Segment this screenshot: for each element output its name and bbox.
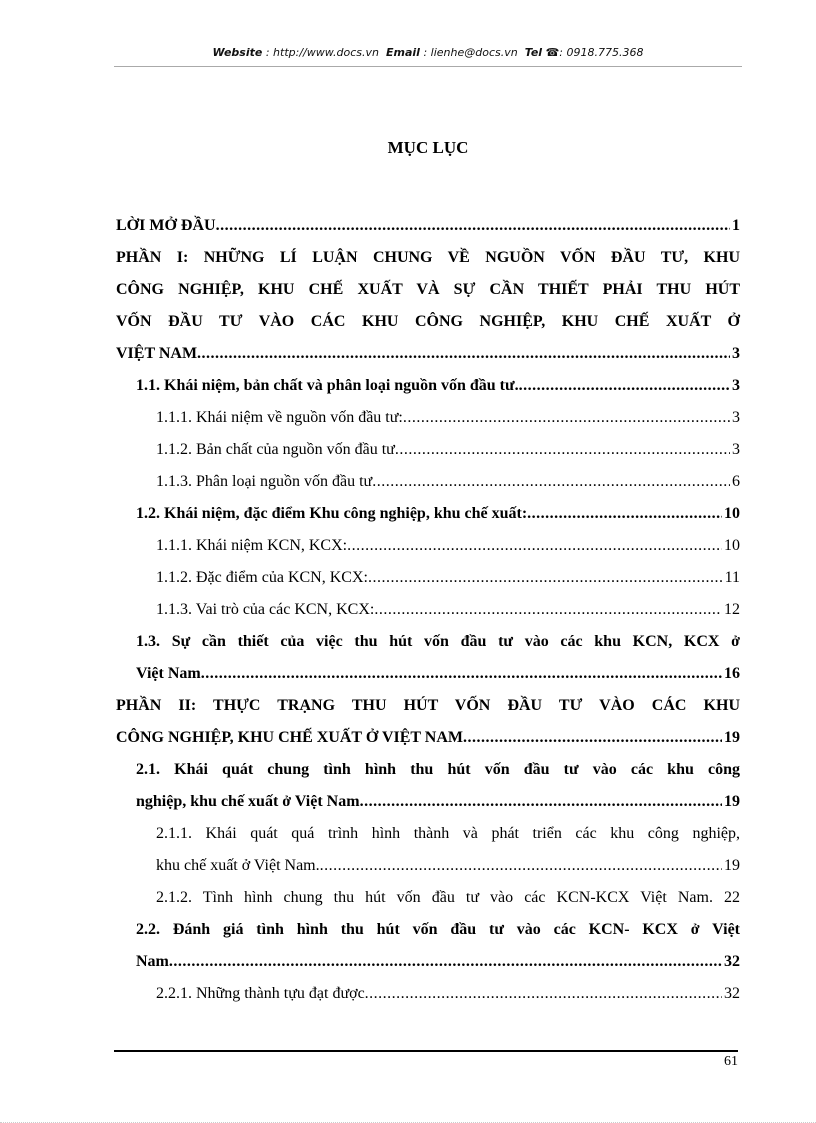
toc-entry-text: Việt Nam [136, 665, 201, 682]
toc-entry-page: 11 [724, 569, 740, 586]
toc-entry[interactable] [116, 434, 740, 466]
toc-entry[interactable] [116, 242, 740, 370]
toc-entry-page: 19 [724, 729, 740, 746]
toc-entry-text: 1.1.1. Khái niệm về nguồn vốn đầu tư: [156, 409, 403, 426]
toc-entry-text: 1.1.2. Đặc điểm của KCN, KCX: [156, 569, 368, 586]
toc-entry-text: 2.1.2. Tình hình chung thu hút vốn đầu tư vào các KCN-KCX Việt Nam. 22 [156, 889, 740, 906]
toc-entry-page: 32 [724, 985, 740, 1002]
toc-entry-page: 19 [724, 793, 740, 810]
toc-entry-page: 16 [724, 665, 740, 682]
toc-entry-page: 12 [724, 601, 740, 618]
toc-entry-text: 2.2. Đánh giá tình hình thu hút vốn đầu tư vào các KCN- KCX ở Việt [136, 921, 740, 938]
toc-entry[interactable] [116, 882, 740, 914]
toc-entry-text: 1.1.3. Phân loại nguồn vốn đầu tư [156, 473, 373, 490]
toc-entry-text: 1.2. Khái niệm, đặc điểm Khu công nghiệp, khu chế xuất: [136, 505, 528, 522]
email-value: : lienhe@docs.vn [423, 46, 518, 59]
toc-entry[interactable] [116, 562, 740, 594]
website-value: : http://www.docs.vn [265, 46, 380, 59]
toc-entry[interactable] [116, 690, 740, 754]
toc-entry-text: 2.1.1. Khái quát quá trình hình thành và phát triển các khu công nghiệp, [156, 825, 740, 842]
phone-icon: ☎ [545, 46, 560, 59]
toc-entry-page: 10 [724, 505, 740, 522]
toc-entry-page: 6 [732, 473, 740, 490]
toc-entry[interactable] [116, 498, 740, 530]
toc-entry[interactable] [116, 818, 740, 882]
toc-entry[interactable] [116, 210, 740, 242]
toc-entry-text: PHẦN I: NHỮNG LÍ LUẬN CHUNG VỀ NGUỒN VỐN ĐẦU TƯ, KHU [116, 249, 740, 266]
toc-entry-page: 3 [732, 377, 740, 394]
toc-entry-page: 3 [732, 409, 740, 426]
header-divider [114, 66, 742, 67]
toc-entry-text: LỜI MỞ ĐẦU [116, 217, 216, 234]
toc-entry-page: 19 [724, 857, 740, 874]
toc-entry-text: CÔNG NGHIỆP, KHU CHẾ XUẤT VÀ SỰ CẦN THIẾT PHẢI THU HÚT [116, 281, 740, 298]
toc-entry-text: khu chế xuất ở Việt Nam. [156, 857, 320, 874]
toc-entry-page: 3 [732, 345, 740, 362]
website-label: Website [212, 46, 263, 59]
toc-entry-text: Nam [136, 953, 169, 970]
toc-entry-text: VỐN ĐẦU TƯ VÀO CÁC KHU CÔNG NGHIỆP, KHU CHẾ XUẤT Ở [116, 313, 740, 330]
toc-entry-text: CÔNG NGHIỆP, KHU CHẾ XUẤT Ở VIỆT NAM [116, 729, 464, 746]
table-of-contents [116, 210, 740, 1010]
footer-divider [114, 1050, 738, 1052]
toc-entry-text: nghiệp, khu chế xuất ở Việt Nam [136, 793, 360, 810]
toc-entry-text: 1.1.1. Khái niệm KCN, KCX: [156, 537, 348, 554]
page-title: MỤC LỤC [387, 138, 469, 157]
toc-entry[interactable] [116, 754, 740, 818]
tel-label: Tel [524, 46, 543, 59]
tel-value: : 0918.775.368 [559, 46, 644, 59]
toc-entry[interactable] [116, 402, 740, 434]
toc-entry-text: 1.1.3. Vai trò của các KCN, KCX: [156, 601, 375, 618]
toc-entry-text: 2.2.1. Những thành tựu đạt được [156, 985, 365, 1002]
toc-entry[interactable] [116, 594, 740, 626]
email-label: Email [386, 46, 420, 59]
toc-entry-text: 1.1. Khái niệm, bản chất và phân loại nguồn vốn đầu tư. [136, 377, 519, 394]
toc-entry[interactable] [116, 626, 740, 690]
toc-entry-text: 1.3. Sự cần thiết của việc thu hút vốn đầu tư vào các khu KCN, KCX ở [136, 633, 740, 650]
toc-entry-page: 10 [724, 537, 740, 554]
toc-entry[interactable] [116, 466, 740, 498]
toc-entry-text: PHẦN II: THỰC TRẠNG THU HÚT VỐN ĐẦU TƯ VÀO CÁC KHU [116, 697, 740, 714]
page-header [114, 46, 742, 59]
toc-entry-text: 2.1. Khái quát chung tình hình thu hút vốn đầu tư vào các khu công [136, 761, 740, 778]
page-number: 61 [724, 1054, 738, 1069]
toc-entry-text: 1.1.2. Bản chất của nguồn vốn đầu tư [156, 441, 395, 458]
toc-entry-page: 3 [732, 441, 740, 458]
toc-entry-text: VIỆT NAM [116, 345, 198, 362]
toc-entry-page: 32 [724, 953, 740, 970]
toc-entry[interactable] [116, 370, 740, 402]
toc-entry[interactable] [116, 914, 740, 978]
toc-entry-page: 1 [732, 217, 740, 234]
toc-entry[interactable] [116, 530, 740, 562]
toc-entry[interactable] [116, 978, 740, 1010]
